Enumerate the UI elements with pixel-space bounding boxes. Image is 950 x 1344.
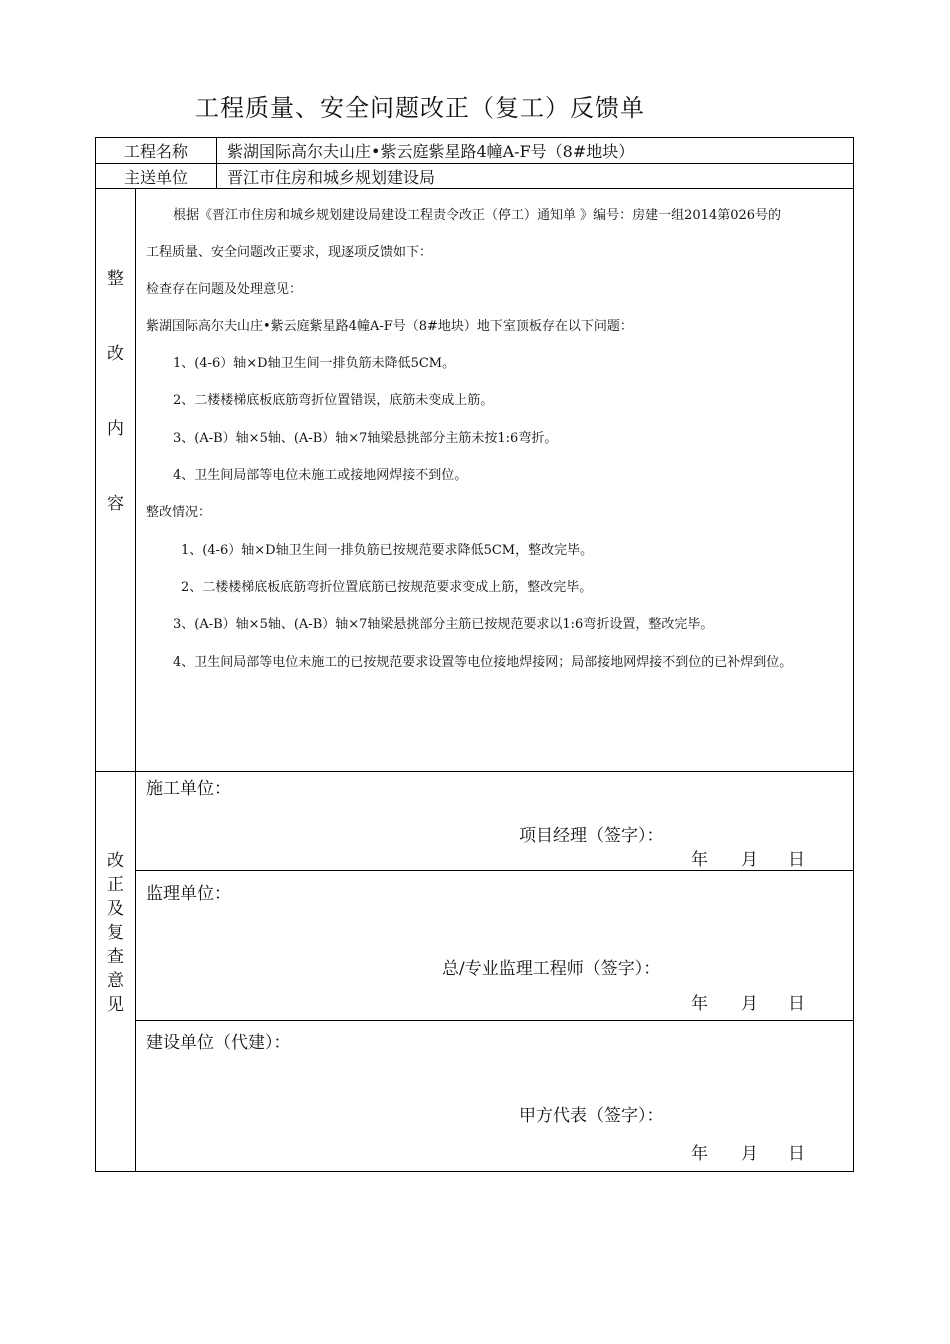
rectification-item: 4、卫生间局部等电位未施工的已按规范要求设置等电位接地焊接网；局部接地网焊接不到位的已补焊到位。: [173, 655, 793, 670]
review-opinion-section: [96, 771, 853, 1171]
side-label-char: 意: [107, 971, 124, 991]
project-name-label: 工程名称: [96, 138, 217, 163]
side-label-char: 正: [107, 875, 124, 895]
feedback-form-table: [95, 137, 854, 1172]
notice-reference-line: 根据《晋江市住房和城乡规划建设局建设工程责令改正（停工）通知单 》编号：房建一组2014第026号的: [173, 208, 782, 223]
side-label-char: 内: [107, 419, 124, 439]
supervision-unit-block: [136, 871, 853, 1021]
project-name-value: 紫湖国际高尔夫山庄•紫云庭紫星路4幢A-F号（8#地块）: [227, 142, 635, 161]
date-day-label: 日: [788, 994, 805, 1014]
date-year-label: 年: [691, 1144, 708, 1164]
date-year-label: 年: [691, 994, 708, 1014]
rectification-item: 1、(4-6）轴×D轴卫生间一排负筋已按规范要求降低5CM，整改完毕。: [181, 543, 594, 558]
review-side-label: [96, 771, 136, 1171]
sender-unit-value: 晋江市住房和城乡规划建设局: [227, 167, 436, 187]
side-label-char: 容: [107, 494, 124, 514]
supervisor-signature-label: 总/专业监理工程师（签字）：: [442, 959, 661, 979]
side-label-char: 见: [107, 995, 124, 1015]
rectification-item: 3、(A-B）轴×5轴、(A-B）轴×7轴梁悬挑部分主筋已按规范要求以1:6弯折设置，整改完毕。: [173, 617, 714, 632]
date-month-label: 月: [741, 850, 758, 870]
issue-item: 4、卫生间局部等电位未施工或接地网焊接不到位。: [173, 468, 468, 483]
project-name-row: [96, 138, 853, 164]
owner-representative-signature-label: 甲方代表（签字）：: [519, 1106, 664, 1126]
page-title: 工程质量、安全问题改正（复工）反馈单: [195, 94, 645, 122]
side-label-char: 及: [107, 899, 124, 919]
rectification-item: 2、二楼楼梯底板底筋弯折位置底筋已按规范要求变成上筋，整改完毕。: [181, 580, 593, 595]
date-month-label: 月: [741, 994, 758, 1014]
side-label-char: 改: [107, 344, 124, 364]
supervision-unit-title: 监理单位：: [146, 884, 231, 904]
date-day-label: 日: [788, 1144, 805, 1164]
side-label-char: 改: [107, 851, 124, 871]
side-label-char: 整: [107, 269, 124, 289]
issue-item: 1、(4-6）轴×D轴卫生间一排负筋未降低5CM。: [173, 356, 456, 371]
sender-unit-row: [96, 164, 853, 189]
owner-unit-title: 建设单位（代建）：: [146, 1033, 291, 1053]
construction-unit-block: [136, 771, 853, 871]
notice-reference-line-cont: 工程质量、安全问题改正要求，现逐项反馈如下：: [146, 245, 433, 260]
issue-item: 2、二楼楼梯底板底筋弯折位置错误，底筋未变成上筋。: [173, 393, 494, 408]
date-year-label: 年: [691, 850, 708, 870]
sender-unit-label: 主送单位: [96, 164, 217, 188]
side-label-char: 复: [107, 923, 124, 943]
date-month-label: 月: [741, 1144, 758, 1164]
owner-unit-block: [136, 1021, 853, 1172]
side-label-char: 查: [107, 947, 124, 967]
issues-heading: 检查存在问题及处理意见：: [146, 282, 303, 297]
issue-item: 3、(A-B）轴×5轴、(A-B）轴×7轴梁悬挑部分主筋未按1:6弯折。: [173, 431, 558, 446]
rectification-side-label: [96, 189, 136, 771]
issues-intro: 紫湖国际高尔夫山庄•紫云庭紫星路4幢A-F号（8#地块）地下室顶板存在以下问题：: [146, 319, 633, 334]
rectification-content-section: [96, 189, 853, 772]
construction-unit-title: 施工单位：: [146, 779, 231, 799]
rectification-status-heading: 整改情况：: [146, 505, 212, 520]
project-manager-signature-label: 项目经理（签字）：: [519, 826, 664, 846]
date-day-label: 日: [788, 850, 805, 870]
